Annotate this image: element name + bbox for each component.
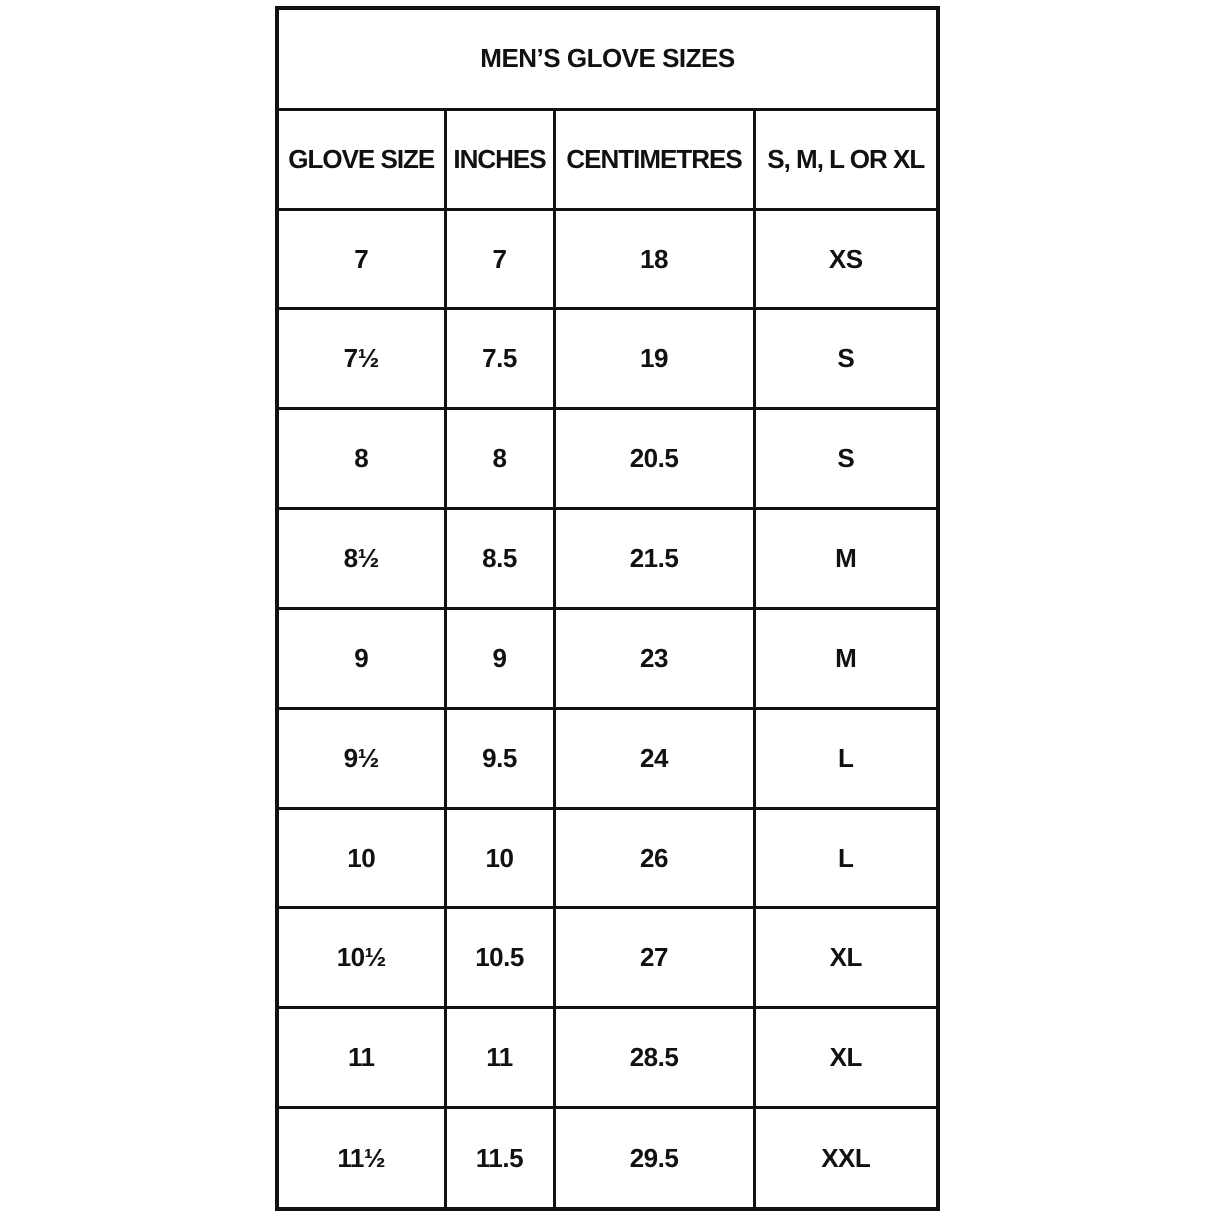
column-header-centimetres: CENTIMETRES (554, 109, 754, 209)
cell-glove-size: 9½ (277, 708, 445, 808)
cell-letter-size: M (754, 608, 938, 708)
cell-letter-size: XXL (754, 1108, 938, 1209)
cell-letter-size: S (754, 309, 938, 409)
cell-centimetres: 18 (554, 209, 754, 309)
cell-inches: 10.5 (445, 908, 554, 1008)
cell-glove-size: 10½ (277, 908, 445, 1008)
cell-inches: 9.5 (445, 708, 554, 808)
table-row (277, 608, 938, 708)
cell-letter-size: M (754, 509, 938, 609)
column-header-letter-size: S, M, L OR XL (754, 109, 938, 209)
cell-centimetres: 28.5 (554, 1008, 754, 1108)
cell-glove-size: 10 (277, 808, 445, 908)
cell-centimetres: 23 (554, 608, 754, 708)
cell-inches: 7.5 (445, 309, 554, 409)
table-row (277, 808, 938, 908)
cell-letter-size: XL (754, 908, 938, 1008)
cell-letter-size: S (754, 409, 938, 509)
cell-inches: 9 (445, 608, 554, 708)
cell-glove-size: 9 (277, 608, 445, 708)
cell-glove-size: 7½ (277, 309, 445, 409)
cell-centimetres: 24 (554, 708, 754, 808)
cell-letter-size: L (754, 708, 938, 808)
cell-letter-size: L (754, 808, 938, 908)
cell-centimetres: 20.5 (554, 409, 754, 509)
cell-inches: 11.5 (445, 1108, 554, 1209)
table-row (277, 509, 938, 609)
cell-glove-size: 8½ (277, 509, 445, 609)
cell-inches: 7 (445, 209, 554, 309)
cell-glove-size: 11 (277, 1008, 445, 1108)
cell-inches: 10 (445, 808, 554, 908)
table-row (277, 708, 938, 808)
header-row (277, 109, 938, 209)
cell-inches: 8 (445, 409, 554, 509)
table-title: MEN’S GLOVE SIZES (277, 8, 938, 109)
cell-inches: 11 (445, 1008, 554, 1108)
table-row (277, 309, 938, 409)
title-row (277, 8, 938, 109)
column-header-glove-size: GLOVE SIZE (277, 109, 445, 209)
cell-centimetres: 26 (554, 808, 754, 908)
cell-inches: 8.5 (445, 509, 554, 609)
table-row (277, 209, 938, 309)
cell-letter-size: XS (754, 209, 938, 309)
cell-centimetres: 27 (554, 908, 754, 1008)
table-row (277, 908, 938, 1008)
cell-glove-size: 7 (277, 209, 445, 309)
cell-glove-size: 11½ (277, 1108, 445, 1209)
cell-centimetres: 29.5 (554, 1108, 754, 1209)
glove-size-table (275, 6, 940, 1211)
cell-centimetres: 21.5 (554, 509, 754, 609)
column-header-inches: INCHES (445, 109, 554, 209)
cell-glove-size: 8 (277, 409, 445, 509)
cell-letter-size: XL (754, 1008, 938, 1108)
table-row (277, 1008, 938, 1108)
table-body (277, 8, 938, 1209)
table-row (277, 1108, 938, 1209)
table-row (277, 409, 938, 509)
cell-centimetres: 19 (554, 309, 754, 409)
